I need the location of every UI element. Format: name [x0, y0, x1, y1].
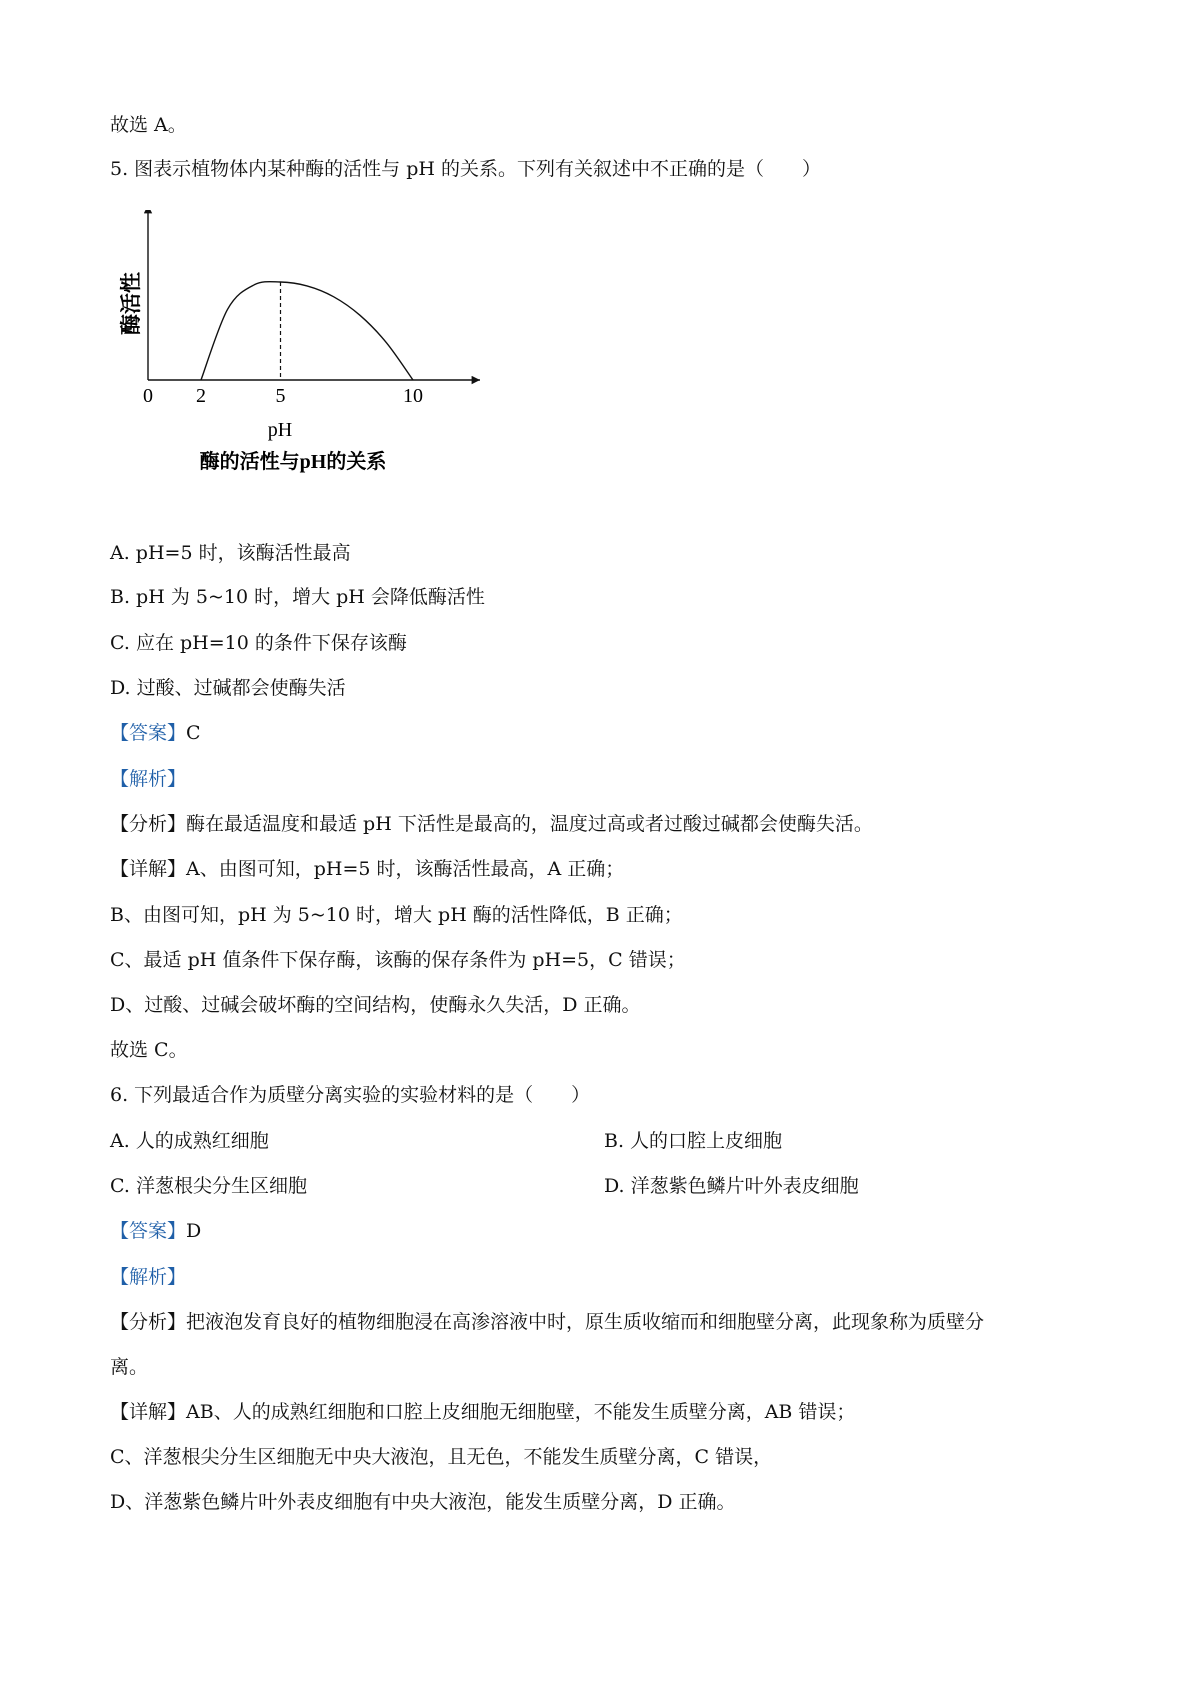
q5-xiangjie-b: B、由图可知，pH 为 5~10 时，增大 pH 酶的活性降低，B 正确； — [110, 904, 683, 926]
q6-xiangjie-ab — [110, 1399, 855, 1425]
xiangjie-tag: 【详解】 — [110, 858, 187, 880]
q5-answer-row — [110, 720, 201, 746]
q5-option-b: B. pH 为 5~10 时，增大 pH 会降低酶活性 — [110, 586, 485, 608]
q6-option-c: C. 洋葱根尖分生区细胞 — [110, 1175, 307, 1197]
q5-stem: 5. 图表示植物体内某种酶的活性与 pH 的关系。下列有关叙述中不正确的是（ ） — [110, 158, 821, 180]
q5-xiangjie-d: D、过酸、过碱会破坏酶的空间结构，使酶永久失活，D 正确。 — [110, 994, 641, 1016]
fenxi-tag: 【分析】 — [110, 1311, 187, 1333]
q5-xiangjie-a — [110, 856, 624, 882]
x-axis-label: pH — [267, 419, 293, 441]
q6-option-b: B. 人的口腔上皮细胞 — [604, 1130, 783, 1152]
chart-title: 酶的活性与pH的关系 — [199, 451, 387, 473]
q6-option-a: A. 人的成熟红细胞 — [110, 1130, 269, 1152]
chart-svg — [118, 210, 538, 520]
analysis-tag: 【解析】 — [110, 1266, 187, 1288]
q5-analysis-tag — [110, 766, 186, 792]
q5-fenxi — [110, 811, 873, 837]
fenxi-text: 把液泡发育良好的植物细胞浸在高渗溶液中时，原生质收缩而和细胞壁分离，此现象称为质壁分 — [186, 1311, 985, 1333]
y-axis-label: 酶活性 — [119, 272, 143, 335]
answer-tag: 【答案】 — [110, 722, 187, 744]
xiangjie-text: A、由图可知，pH=5 时，该酶活性最高，A 正确； — [186, 858, 625, 880]
q6-analysis-tag — [110, 1264, 186, 1290]
q6-xiangjie-d: D、洋葱紫色鳞片叶外表皮细胞有中央大液泡，能发生质壁分离，D 正确。 — [110, 1491, 736, 1513]
q6-answer: D — [186, 1220, 202, 1242]
analysis-tag: 【解析】 — [110, 768, 187, 790]
q5-option-a: A. pH=5 时，该酶活性最高 — [110, 542, 351, 564]
enzyme-ph-chart — [118, 210, 538, 520]
x-tick-label-5: 5 — [275, 385, 286, 407]
x-tick-label-10: 10 — [403, 385, 423, 407]
q6-fenxi-line1 — [110, 1309, 984, 1335]
fenxi-text: 酶在最适温度和最适 pH 下活性是最高的，温度过高或者过酸过碱都会使酶失活。 — [186, 813, 873, 835]
x-tick-labels — [143, 385, 423, 407]
q5-answer: C — [186, 722, 201, 744]
xiangjie-text: AB、人的成熟红细胞和口腔上皮细胞无细胞壁，不能发生质壁分离，AB 错误； — [186, 1401, 856, 1423]
x-tick-label-2: 2 — [196, 385, 206, 407]
q6-answer-row — [110, 1218, 201, 1244]
fenxi-tag: 【分析】 — [110, 813, 187, 835]
activity-curve — [201, 282, 413, 380]
x-tick-label-0: 0 — [143, 385, 153, 407]
xiangjie-tag: 【详解】 — [110, 1401, 187, 1423]
q5-conclusion: 故选 C。 — [110, 1039, 188, 1061]
q5-option-c: C. 应在 pH=10 的条件下保存该酶 — [110, 632, 407, 654]
q6-option-d: D. 洋葱紫色鳞片叶外表皮细胞 — [604, 1175, 859, 1197]
prev-conclusion: 故选 A。 — [110, 114, 187, 136]
q6-stem: 6. 下列最适合作为质壁分离实验的实验材料的是（ ） — [110, 1084, 591, 1106]
q6-fenxi-line2: 离。 — [110, 1356, 149, 1378]
q6-xiangjie-c: C、洋葱根尖分生区细胞无中央大液泡，且无色，不能发生质壁分离，C 错误， — [110, 1446, 773, 1468]
q5-option-d: D. 过酸、过碱都会使酶失活 — [110, 677, 346, 699]
answer-tag: 【答案】 — [110, 1220, 187, 1242]
q5-xiangjie-c: C、最适 pH 值条件下保存酶，该酶的保存条件为 pH=5，C 错误； — [110, 949, 686, 971]
